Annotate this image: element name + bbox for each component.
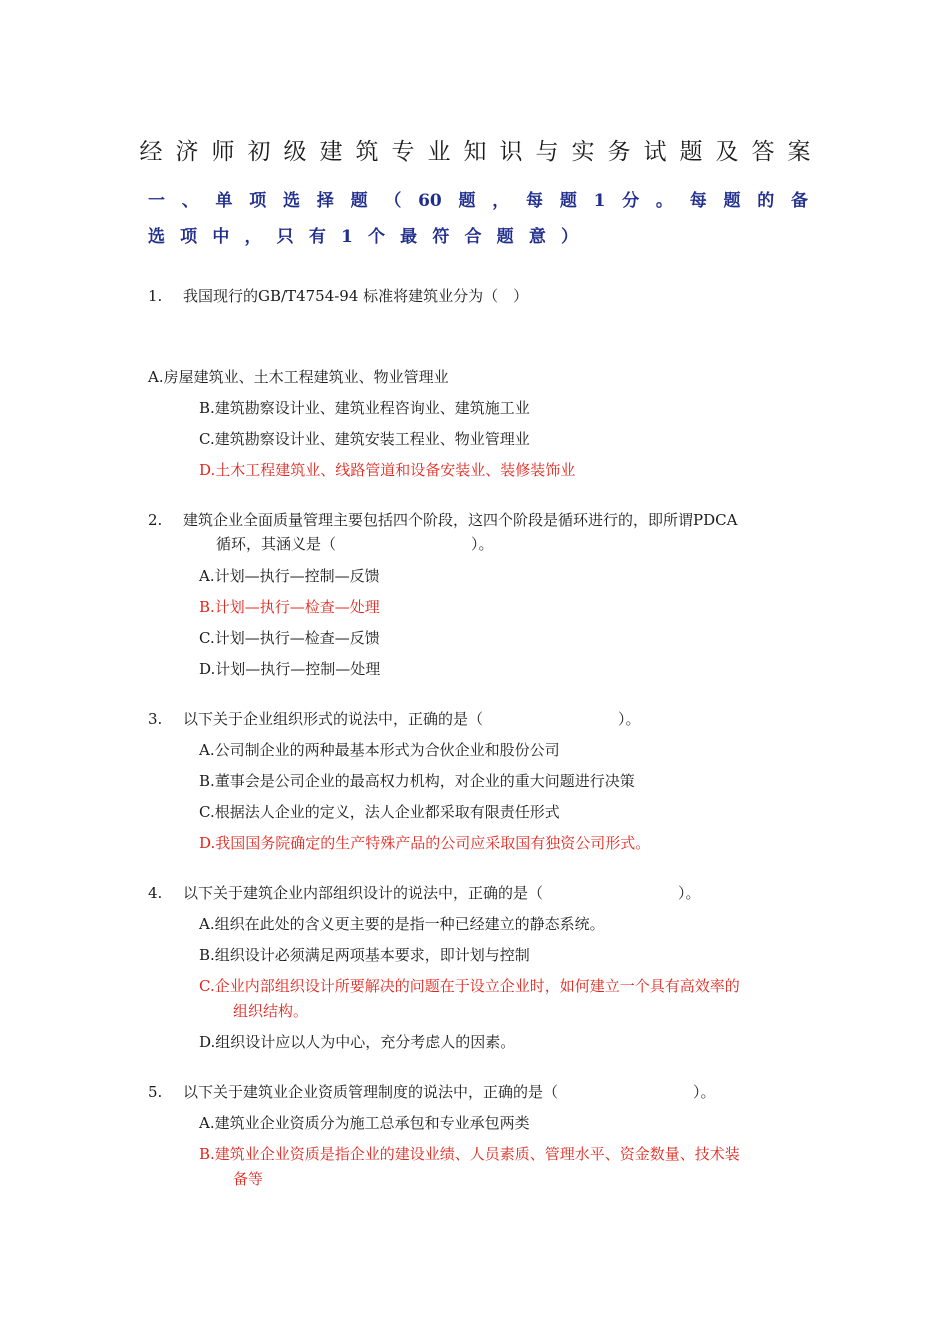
section-heading-line2: 选项中，只有1个最符合题意）: [148, 227, 578, 247]
q2-option-a: A.计划—执行—控制—反馈: [199, 567, 380, 585]
question-text: 我国现行的GB/T4754-94 标准将建筑业分为（ ）: [183, 287, 529, 305]
question-text: 以下关于建筑企业内部组织设计的说法中，正确的是（ ）。: [183, 884, 701, 902]
question-number: 2.: [148, 511, 163, 529]
q4-option-a: A.组织在此处的含义更主要的是指一种已经建立的静态系统。: [199, 915, 605, 933]
question-text-continued: 循环，其涵义是（ ）。: [216, 535, 494, 553]
question-4: [148, 881, 808, 905]
q3-option-d-answer: D.我国国务院确定的生产特殊产品的公司应采取国有独资公司形式。: [199, 834, 651, 852]
question-number: 1.: [148, 287, 163, 305]
question-1: [148, 284, 808, 308]
question-2: [148, 508, 808, 556]
question-number: 4.: [148, 884, 163, 902]
question-text: 以下关于企业组织形式的说法中，正确的是（ ）。: [183, 710, 641, 728]
question-3: [148, 707, 808, 731]
q4-option-b: B.组织设计必须满足两项基本要求，即计划与控制: [199, 946, 530, 964]
q1-option-c: C.建筑勘察设计业、建筑安装工程业、物业管理业: [199, 430, 530, 448]
question-text: 以下关于建筑业企业资质管理制度的说法中，正确的是（ ）。: [183, 1083, 716, 1101]
q2-option-d: D.计划—执行—控制—处理: [199, 660, 381, 678]
q5-option-b-answer-continued: 备等: [233, 1170, 264, 1188]
question-number: 3.: [148, 710, 163, 728]
q1-option-b: B.建筑勘察设计业、建筑业程咨询业、建筑施工业: [199, 399, 530, 417]
page-title: 经济师初级建筑专业知识与实务试题及答案: [139, 139, 824, 165]
question-number: 5.: [148, 1083, 163, 1101]
q3-option-a: A.公司制企业的两种最基本形式为合伙企业和股份公司: [199, 741, 560, 759]
section-heading-line1: 一、单项选择题（60题，每题1分。每题的备: [148, 191, 808, 211]
question-5: [148, 1080, 808, 1104]
q4-option-c-answer: C.企业内部组织设计所要解决的问题在于设立企业时，如何建立一个具有高效率的: [199, 977, 740, 995]
q2-option-c: C.计划—执行—检查—反馈: [199, 629, 380, 647]
q1-option-a: A.房屋建筑业、土木工程建筑业、物业管理业: [148, 368, 449, 386]
q3-option-c: C.根据法人企业的定义，法人企业都采取有限责任形式: [199, 803, 560, 821]
q5-option-b-answer: B.建筑业企业资质是指企业的建设业绩、人员素质、管理水平、资金数量、技术装: [199, 1145, 740, 1163]
q5-option-a: A.建筑业企业资质分为施工总承包和专业承包两类: [199, 1114, 530, 1132]
q4-option-c-answer-continued: 组织结构。: [233, 1002, 309, 1020]
question-text: 建筑企业全面质量管理主要包括四个阶段，这四个阶段是循环进行的，即所谓PDCA: [183, 511, 738, 529]
q1-option-d-answer: D.土木工程建筑业、线路管道和设备安装业、装修装饰业: [199, 461, 576, 479]
q4-option-d: D.组织设计应以人为中心，充分考虑人的因素。: [199, 1033, 516, 1051]
q3-option-b: B.董事会是公司企业的最高权力机构，对企业的重大问题进行决策: [199, 772, 635, 790]
q2-option-b-answer: B.计划—执行—检查—处理: [199, 598, 380, 616]
